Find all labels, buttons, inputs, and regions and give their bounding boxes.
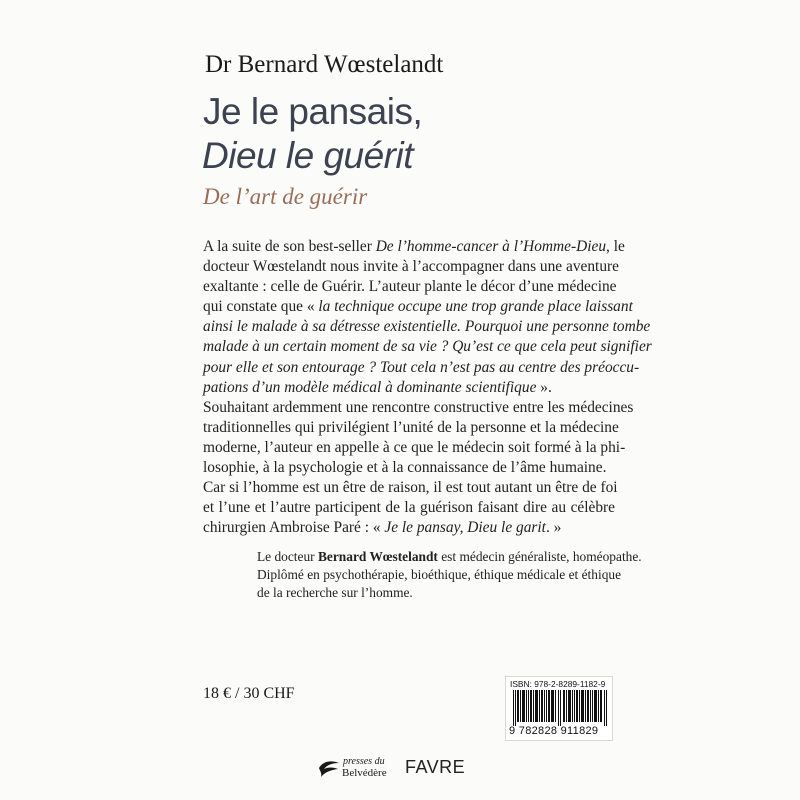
blurb-line: pations d’un modèle médical à dominante scientifique ». <box>203 378 552 396</box>
blurb-line: et l’une et l’autre participent de la guérison faisant dire au célèbre <box>203 499 615 517</box>
publisher-swirl-icon <box>318 758 340 778</box>
blurb-line: losophie, à la psychologie et à la connaissance de l’âme humaine. <box>203 459 607 477</box>
blurb-line: pour elle et son entourage ? Tout cela n’est pas au centre des préoccu- <box>203 358 640 376</box>
bio-line: Diplômé en psychothérapie, bioéthique, éthique médicale et éthique <box>257 567 622 582</box>
blurb-line: traditionnelles qui privilégient l’unité de la personne et la médecine <box>203 418 619 436</box>
isbn-text: ISBN: 978-2-8289-1182-9 <box>510 679 606 689</box>
blurb-line: qui constate que « la technique occupe une trop grande place laissant <box>203 298 633 316</box>
isbn-barcode-label <box>505 676 613 741</box>
blurb-line: docteur Wœstelandt nous invite à l’accompagner dans une aventure <box>203 258 619 276</box>
blurb-line: exaltante : celle de Guérir. L’auteur plante le décor d’une médecine <box>203 278 617 296</box>
blurb-line: malade à un certain moment de sa vie ? Qu’est ce que cela peut signifier <box>203 338 652 356</box>
title-line-2: Dieu le guérit <box>202 135 414 176</box>
blurb-line: Souhaitant ardemment une rencontre constructive entre les médecines <box>203 398 634 416</box>
bio-line: de la recherche sur l’homme. <box>257 585 413 600</box>
publisher-imprint-bottom: Belvédère <box>342 767 387 779</box>
blurb <box>203 237 652 538</box>
author-bio <box>257 548 642 602</box>
barcode-icon <box>513 690 609 726</box>
blurb-line: Car si l’homme est un être de raison, il est tout autant un être de foi <box>203 479 618 497</box>
barcode-digits: 9 782828 911829 <box>509 725 599 737</box>
price: 18 € / 30 CHF <box>203 685 295 702</box>
blurb-line: ainsi le malade à sa détresse existentielle. Pourquoi une personne tombe <box>203 318 651 336</box>
bio-line: Le docteur Bernard Wœstelandt est médecin généraliste, homéopathe. <box>257 549 642 564</box>
publisher-imprint-top: presses du <box>343 756 385 767</box>
blurb-line: chirurgien Ambroise Paré : « Je le pansay, Dieu le garit. » <box>203 519 562 537</box>
title-line-1: Je le pansais, <box>203 91 423 132</box>
author-name: Dr Bernard Wœstelandt <box>205 51 444 78</box>
publisher-name: FAVRE <box>405 757 466 777</box>
blurb-line: moderne, l’auteur en appelle à ce que le médecin soit formé à la phi- <box>203 438 626 456</box>
blurb-line: A la suite de son best-seller De l’homme-cancer à l’Homme-Dieu, le <box>203 238 625 255</box>
subtitle: De l’art de guérir <box>203 184 368 209</box>
